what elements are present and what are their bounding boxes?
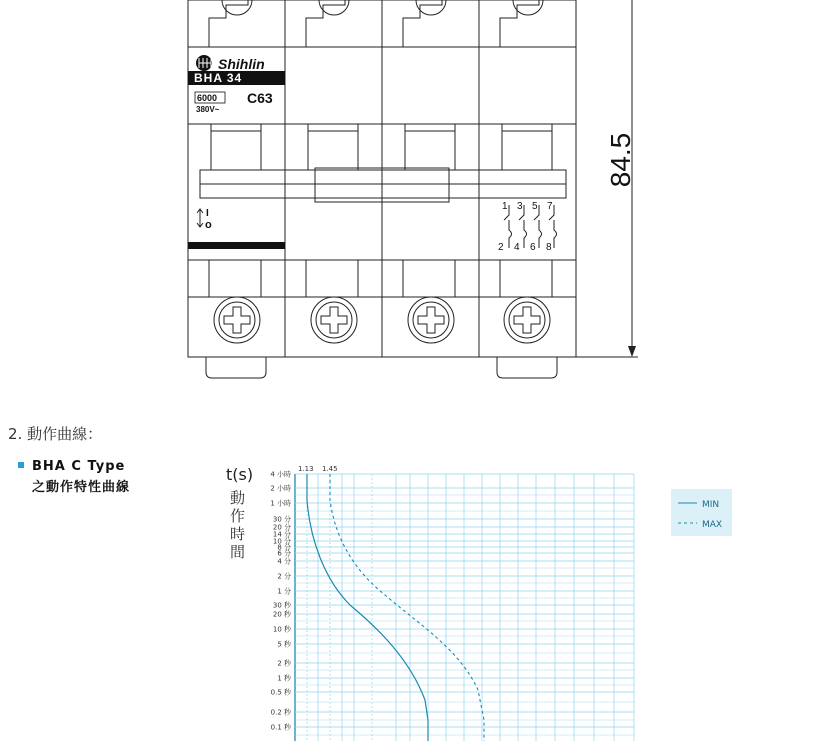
y-tick-label: 2 小時 xyxy=(270,484,291,493)
y-tick-label: 20 分 xyxy=(272,523,291,532)
y-tick-label: 1 秒 xyxy=(277,674,291,683)
y-tick-label: 6 分 xyxy=(277,549,291,558)
brand-text: Shihlin xyxy=(218,56,265,72)
switch-on-symbol: I xyxy=(206,208,209,219)
y-tick-label: 10 秒 xyxy=(272,625,291,634)
marker-1-13: 1.13 xyxy=(298,465,314,473)
y-tick-label: 10 分 xyxy=(272,537,291,546)
terminal-bottom-6: 6 xyxy=(530,242,536,253)
terminal-top-3: 3 xyxy=(517,201,523,212)
model-text: BHA 34 xyxy=(194,71,243,85)
y-tick-label: 1 小時 xyxy=(270,499,291,508)
chart-unit-label: t(s) xyxy=(226,465,254,484)
curve-title-line1: BHA C Type xyxy=(32,459,126,474)
terminal-bottom-2: 2 xyxy=(498,242,504,253)
y-tick-label: 0.1 秒 xyxy=(270,723,291,732)
y-tick-label: 8 分 xyxy=(277,543,291,552)
y-tick-label: 30 秒 xyxy=(272,601,291,610)
terminal-top-7: 7 xyxy=(547,201,553,212)
marker-1-45: 1.45 xyxy=(322,465,338,473)
y-tick-label: 4 分 xyxy=(277,557,291,566)
terminal-bottom-8: 8 xyxy=(546,242,552,253)
y-axis-label-char: 作 xyxy=(230,507,246,525)
terminal-bottom-4: 4 xyxy=(514,242,520,253)
terminal-top-1: 1 xyxy=(502,201,508,212)
y-tick-label: 1 分 xyxy=(277,587,291,596)
y-tick-label: 30 分 xyxy=(272,515,291,524)
y-tick-label: 0.5 秒 xyxy=(270,688,291,697)
voltage-text: 380V~ xyxy=(196,105,220,114)
curve-title-line2: 之動作特性曲線 xyxy=(32,480,131,495)
legend-min-label: MIN xyxy=(702,500,720,510)
terminal-top-5: 5 xyxy=(532,201,538,212)
y-axis-label-char: 時 xyxy=(230,525,246,543)
y-tick-label: 20 秒 xyxy=(272,610,291,619)
dimension-label: 84.5 xyxy=(605,132,636,188)
rating-text: C63 xyxy=(247,90,273,106)
y-tick-label: 4 小時 xyxy=(270,470,291,479)
breaking-capacity-text: 6000 xyxy=(197,93,218,103)
y-tick-label: 5 秒 xyxy=(277,640,291,649)
y-tick-label: 0.2 秒 xyxy=(270,708,291,717)
y-tick-label: 14 分 xyxy=(272,530,291,539)
y-axis-label-char: 間 xyxy=(230,543,246,561)
y-axis-label-char: 動 xyxy=(230,489,246,507)
y-tick-label: 2 分 xyxy=(277,572,291,581)
legend-max-label: MAX xyxy=(702,520,723,530)
switch-off-symbol: o xyxy=(205,219,212,231)
y-tick-label: 2 秒 xyxy=(277,659,291,668)
section-heading: 2. 動作曲線： xyxy=(8,425,103,443)
